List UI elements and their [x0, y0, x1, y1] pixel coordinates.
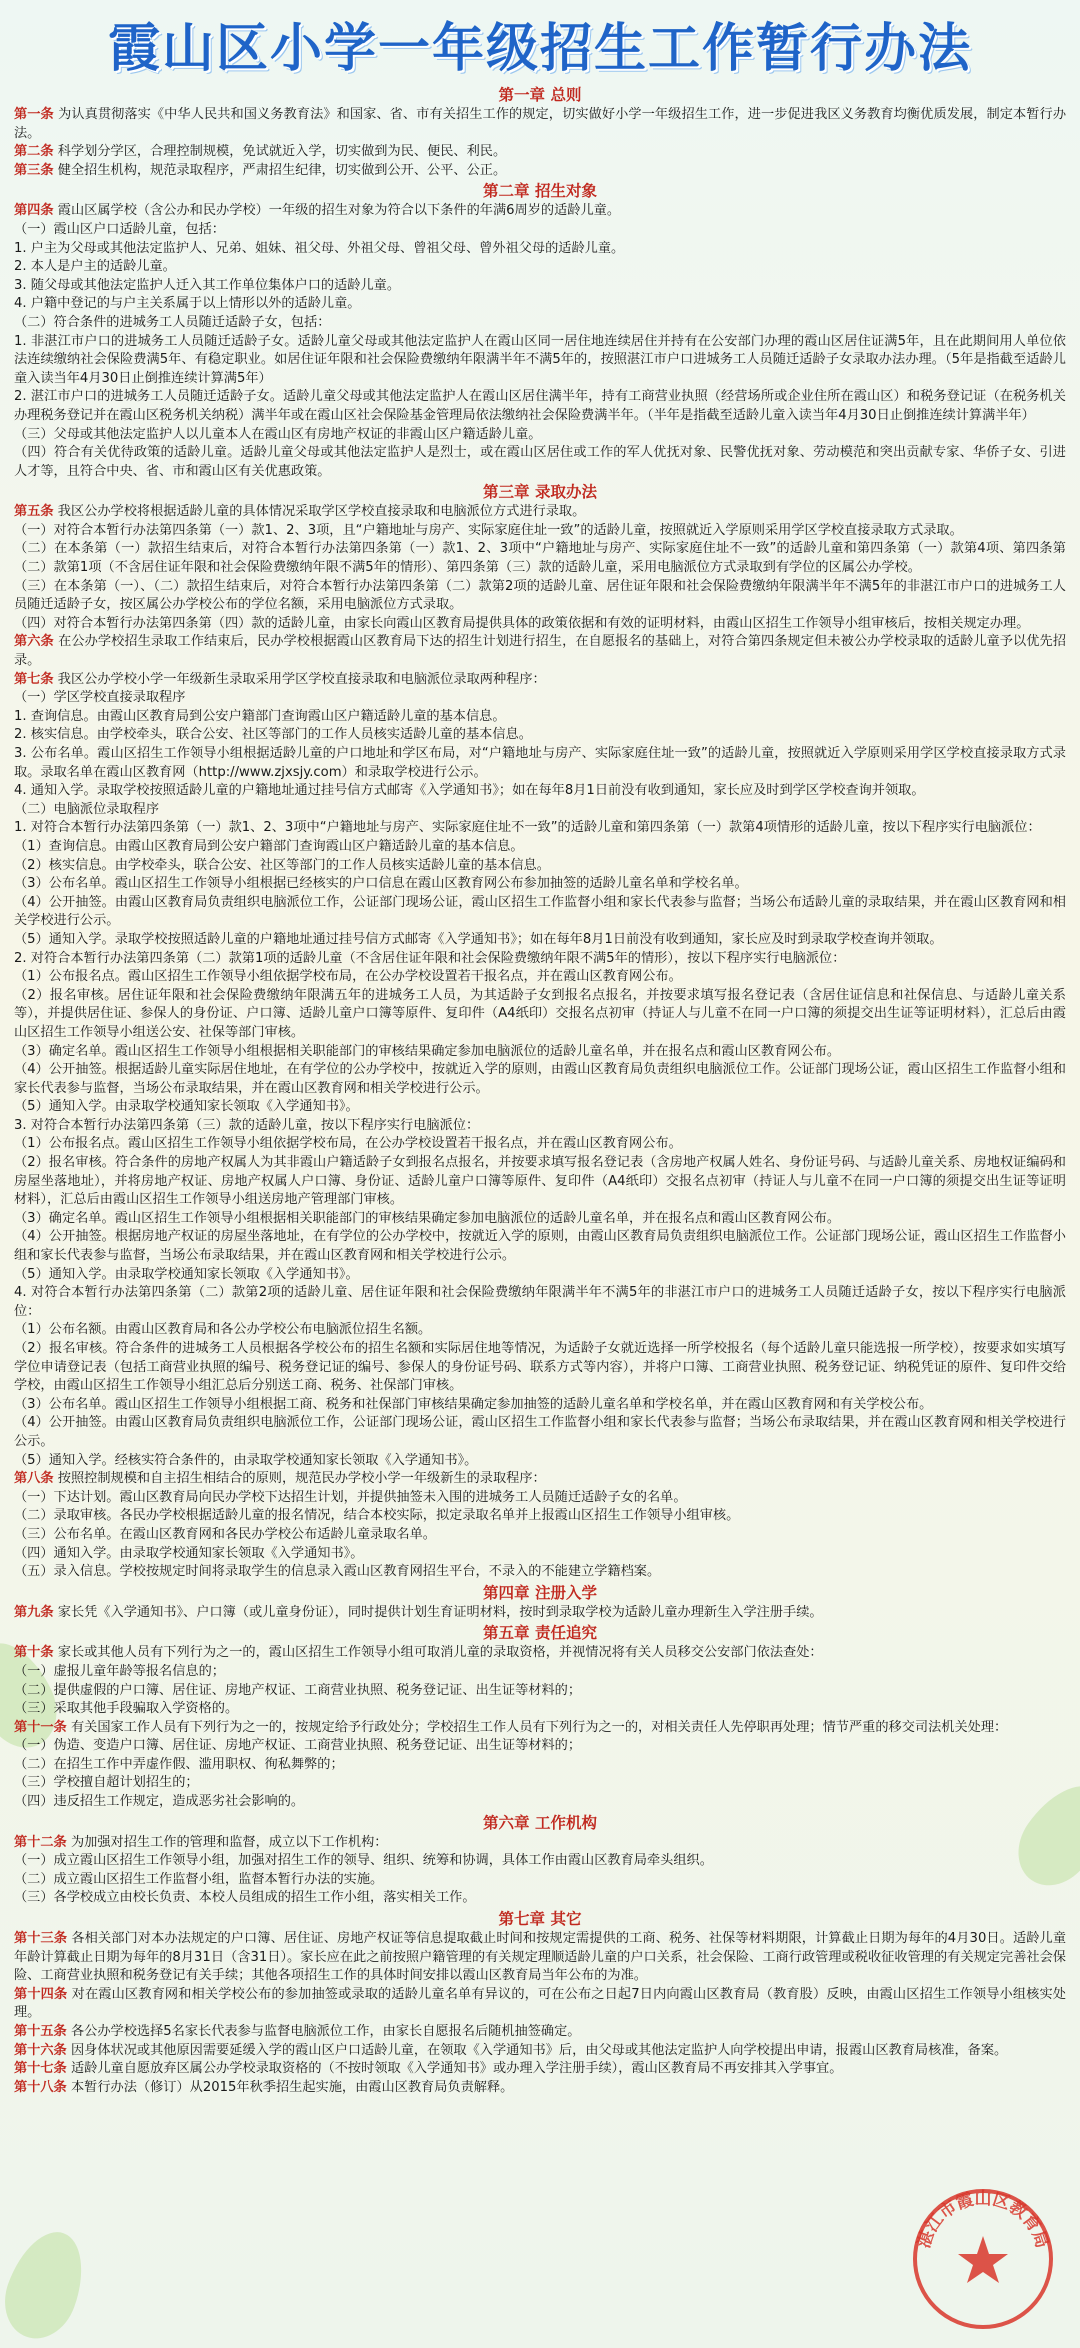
article-paragraph	[14, 1930, 1066, 1986]
article-paragraph	[14, 503, 1066, 522]
paragraph-text: （三）在本条第（一）、（二）款招生结束后，对符合本暂行办法第四条第（二）款第2项的适龄儿童、居住证年限和社会保险费缴纳年限满半年不满5年的非湛江市户口的进城务工人员随迁适龄子女，按区属公办学校公布的学位名额，采用电脑派位方式录取。	[14, 578, 1066, 613]
paragraph-text: 适龄儿童自愿放弃区属公办学校录取资格的（不按时领取《入学通知书》或办理入学注册手续），霞山区教育局不再安排其入学事宜。	[66, 2061, 843, 2077]
document-body	[14, 85, 1066, 2097]
article-paragraph	[14, 1834, 1066, 1853]
paragraph-text: （3）确定名单。霞山区招生工作领导小组根据相关职能部门的审核结果确定参加电脑派位的适龄儿童名单，并在报名点和霞山区教育网公布。	[14, 1210, 841, 1226]
paragraph-text: （一）下达计划。霞山区教育局向民办学校下达招生计划，并提供抽签未入围的进城务工人员随迁适龄子女的名单。	[14, 1489, 687, 1505]
article-number: 第五条	[14, 504, 54, 520]
paragraph-text: 3. 随父母或其他法定监护人迁入其工作单位集体户口的适龄儿童。	[14, 277, 401, 293]
article-paragraph	[14, 633, 1066, 670]
article-paragraph	[14, 1986, 1066, 2023]
paragraph-text: （4）公开抽签。由霞山区教育局负责组织电脑派位工作，公证部门现场公证，霞山区招生工作监督小组和家长代表参与监督；当场公布适龄儿童的录取结果，并在霞山区教育网和相关学校进行公示。	[14, 894, 1066, 929]
paragraph-text: 霞山区属学校（含公办和民办学校）一年级的招生对象为符合以下条件的年满6周岁的适龄儿童。	[53, 203, 621, 219]
paragraph-text: （一）虚报儿童年龄等报名信息的；	[14, 1663, 225, 1679]
clause-paragraph	[14, 838, 1066, 857]
article-paragraph	[14, 1470, 1066, 1489]
article-number: 第六条	[14, 634, 54, 650]
clause-paragraph	[14, 1682, 1066, 1701]
paragraph-text: 1. 户主为父母或其他法定监护人、兄弟、姐妹、祖父母、外祖父母、曾祖父母、曾外祖父母的适龄儿童。	[14, 240, 625, 256]
paragraph-text: 我区公办学校将根据适龄儿童的具体情况采取学区学校直接录取和电脑派位方式进行录取。	[53, 504, 586, 520]
paragraph-text: （四）通知入学。由录取学校通知家长领取《入学通知书》。	[14, 1545, 364, 1561]
clause-paragraph	[14, 1774, 1066, 1793]
clause-paragraph	[14, 1507, 1066, 1526]
paragraph-text: （1）公布名额。由霞山区教育局和各公办学校公布电脑派位招生名额。	[14, 1322, 432, 1338]
paragraph-text: 家长或其他人员有下列行为之一的，霞山区招生工作领导小组可取消儿童的录取资格，并视情况将有关人员移交公安部门依法查处：	[53, 1645, 823, 1661]
paragraph-text: （3）公布名单。霞山区招生工作领导小组根据工商、税务和社保部门审核结果确定参加抽签的适龄儿童名单和学校名单，并在霞山区教育网和有关学校公布。	[14, 1396, 933, 1412]
chapter-heading: 第一章 总则	[498, 86, 582, 104]
paragraph-text: 因身体状况或其他原因需要延缓入学的霞山区户口适龄儿童，在领取《入学通知书》后，由父母或其他法定监护人向学校提出申请，报霞山区教育局核准，备案。	[66, 2042, 1008, 2058]
paragraph-text: （四）对符合本暂行办法第四条第（四）款的适龄儿童，由家长向霞山区教育局提供具体的政策依据和有效的证明材料，由霞山区招生工作领导小组审核后，按相关规定办理。	[14, 615, 1030, 631]
paragraph-text: 在公办学校招生录取工作结束后，民办学校根据霞山区教育局下达的招生计划进行招生，在自愿报名的基础上，对符合第四条规定但未被公办学校录取的适龄儿童予以优先招录。	[14, 634, 1067, 669]
official-seal	[908, 2184, 1058, 2334]
clause-paragraph	[14, 950, 1066, 969]
clause-paragraph	[14, 1266, 1066, 1285]
paragraph-text: 4. 户籍中登记的与户主关系属于以上情形以外的适龄儿童。	[14, 296, 361, 312]
paragraph-text: （1）公布报名点。霞山区招生工作领导小组依据学校布局，在公办学校设置若干报名点，并在霞山区教育网公布。	[14, 969, 682, 985]
paragraph-text: （1）公布报名点。霞山区招生工作领导小组依据学校布局，在公办学校设置若干报名点，并在霞山区教育网公布。	[14, 1136, 682, 1152]
article-number: 第一条	[14, 107, 54, 122]
article-paragraph	[14, 1604, 1066, 1623]
paragraph-text: 2. 湛江市户口的进城务工人员随迁适龄子女。适龄儿童父母或其他法定监护人在霞山区居住满半年，持有工商营业执照（经营场所或企业住所在霞山区）和税务登记证（在税务机关办理税务登记并在霞山区税务机关纳税）满半年或在霞山区社会保险基金管理局依法缴纳社会保险费满半年。（半年是指截至适龄儿童入读当年4月30日止倒推连续计算满半年）	[14, 389, 1066, 423]
paragraph-text: （4）公开抽签。根据适龄儿童实际居住地址，在有学位的公办学校中，按就近入学的原则，由霞山区教育局负责组织电脑派位工作。公证部门现场公证，霞山区招生工作监督小组和家长代表参与监督，当场公布录取结果，并在霞山区教育网和相关学校进行公示。	[14, 1062, 1066, 1096]
paragraph-text: （一）对符合本暂行办法第四条第（一）款1、2、3项，且“户籍地址与房产、实际家庭住址一致”的适龄儿童，按照就近入学原则采用学区学校直接录取方式录取。	[14, 522, 963, 538]
paragraph-text: 家长凭《入学通知书》、户口簿（或儿童身份证），同时提供计划生育证明材料，按时到录取学校为适龄儿童办理新生入学注册手续。	[53, 1604, 823, 1620]
paragraph-text: （3）确定名单。霞山区招生工作领导小组根据相关职能部门的审核结果确定参加电脑派位的适龄儿童名单，并在报名点和霞山区教育网公布。	[14, 1043, 841, 1059]
paragraph-text: （2）报名审核。居住证年限和社会保险费缴纳年限满五年的进城务工人员，为其适龄子女到报名点报名，并按要求填写报名登记表（含居住证信息和社保信息、与适龄儿童关系等），并提供居住证、参保人的身份证、户口簿、适龄儿童户口簿等原件、复印件（A4纸印）交报名点初审（持证人与儿童不在同一户口簿的须提交出生证等证明材料），汇总后由霞山区招生工作领导小组送公安、社保等部门审核。	[14, 987, 1066, 1040]
paragraph-text: （三）公布名单。在霞山区教育网和各民办学校公布适龄儿童录取名单。	[14, 1526, 436, 1542]
article-number: 第三条	[14, 162, 54, 178]
paragraph-text: 为认真贯彻落实《中华人民共和国义务教育法》和国家、省、市有关招生工作的规定，切实做好小学一年级招生工作，进一步促进我区义务教育均衡优质发展，制定本暂行办法。	[14, 107, 1067, 141]
clause-paragraph	[14, 987, 1066, 1043]
article-number: 第十三条	[14, 1931, 68, 1947]
clause-paragraph	[14, 221, 1066, 240]
article-number: 第十四条	[14, 1986, 68, 2002]
paragraph-text: （三）父母或其他法定监护人以儿童本人在霞山区有房地产权证的非霞山区户籍适龄儿童。	[14, 426, 542, 442]
clause-paragraph	[14, 1043, 1066, 1062]
clause-paragraph	[14, 819, 1066, 838]
clause-paragraph	[14, 1793, 1066, 1812]
clause-paragraph	[14, 1098, 1066, 1117]
paragraph-text: 各公办学校选择5名家长代表参与监督电脑派位工作，由家长自愿报名后随机抽签确定。	[66, 2024, 581, 2039]
clause-paragraph	[14, 745, 1066, 782]
clause-paragraph	[14, 875, 1066, 894]
paragraph-text: 1. 非湛江市户口的进城务工人员随迁适龄子女。适龄儿童父母或其他法定监护人在霞山区同一居住地连续居住并持有在公安部门办理的霞山区居住证满5年，且在此期间用人单位依法连续缴纳社会保险费满5年、有稳定职业。如居住证年限和社会保险费缴纳年限满半年不满5年的，按照湛江市户口进城务工人员随迁适龄子女录取办法办理。（5年是指截至适龄儿童入读当年4月30日止倒推连续计算满5年）	[14, 333, 1066, 386]
paragraph-text: （2）核实信息。由学校牵头，联合公安、社区等部门的工作人员核实适龄儿童的基本信息。	[14, 857, 550, 873]
article-number: 第十五条	[14, 2024, 67, 2039]
paragraph-text: 4. 对符合本暂行办法第四条第（二）款第2项的适龄儿童、居住证年限和社会保险费缴纳年限满半年不满5年的非湛江市户口的进城务工人员随迁适龄子女，按以下程序实行电脑派位：	[14, 1285, 1066, 1319]
article-paragraph	[14, 106, 1066, 143]
clause-paragraph	[14, 1663, 1066, 1682]
clause-paragraph	[14, 1228, 1066, 1265]
clause-paragraph	[14, 1756, 1066, 1775]
clause-paragraph	[14, 426, 1066, 445]
paragraph-text: 3. 公布名单。霞山区招生工作领导小组根据适龄儿童的户口地址和学区布局，对“户籍地址与房产、实际家庭住址一致”的适龄儿童，按照就近入学原则采用学区学校直接录取方式录取。录取名单在霞山区教育网（http://www.zjxsjy.com）和录取学校进行公示。	[14, 746, 1066, 780]
paragraph-text: （3）公布名单。霞山区招生工作领导小组根据已经核实的户口信息在霞山区教育网公布参加抽签的适龄儿童名单和学校名单。	[14, 876, 748, 892]
document-title: 霞山区小学一年级招生工作暂行办法	[107, 19, 972, 79]
article-number: 第九条	[14, 1604, 54, 1620]
article-paragraph	[14, 2060, 1066, 2079]
paragraph-text: （四）违反招生工作规定，造成恶劣社会影响的。	[14, 1794, 305, 1810]
paragraph-text: （三）采取其他手段骗取入学资格的。	[14, 1701, 239, 1717]
paragraph-text: （一）霞山区户口适龄儿童，包括：	[14, 221, 225, 237]
article-paragraph	[14, 143, 1066, 162]
article-paragraph	[14, 2042, 1066, 2061]
article-number: 第十二条	[14, 1834, 67, 1850]
paragraph-text: 各相关部门对本办法规定的户口簿、居住证、房地产权证等信息提取截止时间和按规定需提供的工商、税务、社保等材料期限，计算截止日期为每年的4月30日。适龄儿童年龄计算截止日期为每年的8月31日（含31日）。家长应在此之前按照户籍管理的有关规定理顺适龄儿童的户口关系，社会保险、工商行政管理或税收征收管理的有关规定完善社会保险、工商营业执照和税务登记有关手续；其他各项招生工作的具体时间安排以霞山区教育局当年公布的为准。	[14, 1931, 1067, 1984]
clause-paragraph	[14, 726, 1066, 745]
article-number: 第二条	[14, 144, 54, 160]
paragraph-text: （2）报名审核。符合条件的房地产权属人为其非霞山户籍适龄子女到报名点报名，并按要求填写报名登记表（含房地产权属人姓名、身份证号码、与适龄儿童关系、房地权证编码和房屋坐落地址），并将房地产权证、房地产权属人户口簿、身份证、适龄儿童户口簿等原件、复印件（A4纸印）交报名点初审（持证人与儿童不在同一户口簿的须提交出生证等证明材料），汇总后由霞山区招生工作领导小组送房地产管理部门审核。	[14, 1155, 1066, 1208]
clause-paragraph	[14, 1452, 1066, 1471]
paragraph-text: （二）在本条第（一）款招生结束后，对符合本暂行办法第四条第（一）款1、2、3项中“户籍地址与房产、实际家庭住址不一致”的适龄儿童和第四条第（一）款第4项、第四条第（二）款第1项（不含居住证年限和社会保险费缴纳年限不满5年的情形）、第四条第（三）款的适龄儿童，采用电脑派位方式录取到有学位的区属公办学校。	[14, 541, 1066, 576]
paragraph-text: （三）学校擅自超计划招生的；	[14, 1775, 199, 1791]
paragraph-text: （二）电脑派位录取程序	[14, 801, 160, 817]
clause-paragraph	[14, 388, 1066, 425]
clause-paragraph	[14, 1414, 1066, 1451]
clause-paragraph	[14, 295, 1066, 314]
article-paragraph	[14, 2023, 1066, 2042]
paragraph-text: （二）成立霞山区招生工作监督小组，监督本暂行办法的实施。	[14, 1871, 384, 1887]
paragraph-text: （四）符合有关优待政策的适龄儿童。适龄儿童父母或其他法定监护人是烈士，或在霞山区居住或工作的军人优抚对象、民警优抚对象、劳动模范和突出贡献专家、华侨子女、引进人才等，且符合中央、省、市和霞山区有关优惠政策。	[14, 445, 1066, 479]
paragraph-text: 2. 对符合本暂行办法第四条第（二）款第1项的适龄儿童（不含居住证年限和社会保险费缴纳年限不满5年的情形），按以下程序实行电脑派位：	[14, 950, 846, 966]
article-number: 第十六条	[14, 2042, 67, 2058]
article-paragraph	[14, 671, 1066, 690]
paragraph-text: 4. 通知入学。录取学校按照适龄儿童的户籍地址通过挂号信方式邮寄《入学通知书》；如在每年8月1日前没有收到通知，家长应及时到学区学校查询并领取。	[14, 783, 925, 799]
paragraph-text: 我区公办学校小学一年级新生录取采用学区学校直接录取和电脑派位录取两种程序：	[53, 671, 546, 687]
paragraph-text: 本暂行办法（修订）从2015年秋季招生起实施，由霞山区教育局负责解释。	[66, 2079, 514, 2095]
clause-paragraph	[14, 1135, 1066, 1154]
clause-paragraph	[14, 1489, 1066, 1508]
paragraph-text: （4）公开抽签。根据房地产权证的房屋坐落地址，在有学位的公办学校中，按就近入学的原则，由霞山区教育局负责组织电脑派位工作。公证部门现场公证，霞山区招生工作监督小组和家长代表参与监督，当场公布录取结果，并在霞山区教育网和相关学校进行公示。	[14, 1229, 1066, 1264]
clause-paragraph	[14, 968, 1066, 987]
article-paragraph	[14, 202, 1066, 221]
article-number: 第十一条	[14, 1719, 67, 1735]
chapter-heading: 第六章 工作机构	[483, 1813, 597, 1832]
clause-paragraph	[14, 444, 1066, 481]
clause-paragraph	[14, 1210, 1066, 1229]
clause-paragraph	[14, 857, 1066, 876]
paragraph-text: （5）通知入学。经核实符合条件的，由录取学校通知家长领取《入学通知书》。	[14, 1452, 478, 1468]
clause-paragraph	[14, 1061, 1066, 1098]
clause-paragraph	[14, 1737, 1066, 1756]
paragraph-text: （二）录取审核。各民办学校根据适龄儿童的报名情况，结合本校实际，拟定录取名单并上报霞山区招生工作领导小组审核。	[14, 1508, 740, 1524]
clause-paragraph	[14, 1871, 1066, 1890]
seal-text: 湛江市霞山区教育局	[914, 2188, 1052, 2251]
paragraph-text: （2）报名审核。符合条件的进城务工人员根据各学校公布的招生名额和实际居住地等情况，为适龄子女就近选择一所学校报名（每个适龄儿童只能选报一所学校），按要求如实填写学位申请登记表（包括工商营业执照的编号、税务登记证的编号、参保人的身份证号码、联系方式等内容），并将户口簿、工商营业执照、税务登记证、纳税凭证的原件、复印件交给学校，由霞山区招生工作领导小组汇总后分别送工商、税务、社保部门审核。	[14, 1341, 1066, 1394]
chapter-heading: 第二章 招生对象	[483, 182, 597, 201]
clause-paragraph	[14, 894, 1066, 931]
clause-paragraph	[14, 1154, 1066, 1210]
paragraph-text: （二）在招生工作中弄虚作假、滥用职权、徇私舞弊的；	[14, 1756, 344, 1772]
article-number: 第四条	[14, 203, 54, 219]
paragraph-text: （一）成立霞山区招生工作领导小组，加强对招生工作的领导、组织、统筹和协调，具体工作由霞山区教育局牵头组织。	[14, 1853, 713, 1869]
paragraph-text: 为加强对招生工作的管理和监督，成立以下工作机构：	[66, 1834, 388, 1850]
clause-paragraph	[14, 1700, 1066, 1719]
clause-paragraph	[14, 1563, 1066, 1582]
clause-paragraph	[14, 1321, 1066, 1340]
clause-paragraph	[14, 801, 1066, 820]
paragraph-text: （二）符合条件的进城务工人员随迁适龄子女，包括：	[14, 314, 331, 330]
paragraph-text: 按照控制规模和自主招生相结合的原则，规范民办学校小学一年级新生的录取程序：	[53, 1471, 546, 1487]
article-paragraph	[14, 162, 1066, 181]
paragraph-text: 2. 核实信息。由学校牵头，联合公安、社区等部门的工作人员核实适龄儿童的基本信息。	[14, 727, 532, 743]
clause-paragraph	[14, 1889, 1066, 1908]
article-paragraph	[14, 1719, 1066, 1738]
clause-paragraph	[14, 1284, 1066, 1321]
decorative-leaf	[0, 2221, 97, 2348]
paragraph-text: 2. 本人是户主的适龄儿童。	[14, 259, 176, 275]
clause-paragraph	[14, 240, 1066, 259]
article-number: 第八条	[14, 1471, 54, 1487]
paragraph-text: 对在霞山区教育网和相关学校公布的参加抽签或录取的适龄儿童名单有异议的，可在公布之日起7日内向霞山区教育局（教育股）反映，由霞山区招生工作领导小组核实处理。	[14, 1986, 1066, 2021]
chapter-heading: 第四章 注册入学	[483, 1583, 597, 1602]
clause-paragraph	[14, 1117, 1066, 1136]
paragraph-text: 科学划分学区，合理控制规模，免试就近入学，切实做到为民、便民、利民。	[53, 144, 507, 160]
paragraph-text: （5）通知入学。录取学校按照适龄儿童的户籍地址通过挂号信方式邮寄《入学通知书》；如在每年8月1日前没有收到通知，家长应及时到录取学校查询并领取。	[14, 931, 943, 947]
article-paragraph	[14, 2079, 1066, 2098]
clause-paragraph	[14, 1545, 1066, 1564]
clause-paragraph	[14, 931, 1066, 950]
clause-paragraph	[14, 1526, 1066, 1545]
paragraph-text: （5）通知入学。由录取学校通知家长领取《入学通知书》。	[14, 1266, 359, 1282]
clause-paragraph	[14, 1852, 1066, 1871]
paragraph-text: 1. 查询信息。由霞山区教育局到公安户籍部门查询霞山区户籍适龄儿童的基本信息。	[14, 708, 506, 724]
paragraph-text: 健全招生机构，规范录取程序，严肃招生纪律，切实做到公开、公平、公正。	[53, 162, 507, 178]
paragraph-text: （五）录入信息。学校按规定时间将录取学生的信息录入霞山区教育网招生平台，不录入的不能建立学籍档案。	[14, 1564, 661, 1580]
paragraph-text: （1）查询信息。由霞山区教育局到公安户籍部门查询霞山区户籍适龄儿童的基本信息。	[14, 838, 524, 854]
paragraph-text: 3. 对符合本暂行办法第四条第（三）款的适龄儿童，按以下程序实行电脑派位：	[14, 1117, 480, 1133]
paragraph-text: （二）提供虚假的户口簿、居住证、房地产权证、工商营业执照、税务登记证、出生证等材料的；	[14, 1682, 582, 1698]
article-number: 第十七条	[14, 2061, 67, 2077]
chapter-heading: 第七章 其它	[498, 1910, 582, 1929]
paragraph-text: （一）学区学校直接录取程序	[14, 690, 186, 706]
clause-paragraph	[14, 782, 1066, 801]
paragraph-text: （4）公开抽签。由霞山区教育局负责组织电脑派位工作，公证部门现场公证，霞山区招生工作监督小组和家长代表参与监督；当场公布录取结果，并在霞山区教育网和相关学校进行公示。	[14, 1415, 1066, 1449]
clause-paragraph	[14, 277, 1066, 296]
article-paragraph	[14, 1644, 1066, 1663]
clause-paragraph	[14, 615, 1066, 634]
clause-paragraph	[14, 1396, 1066, 1415]
article-number: 第七条	[14, 671, 54, 687]
paragraph-text: （5）通知入学。由录取学校通知家长领取《入学通知书》。	[14, 1099, 359, 1115]
clause-paragraph	[14, 522, 1066, 541]
clause-paragraph	[14, 708, 1066, 727]
clause-paragraph	[14, 258, 1066, 277]
chapter-heading: 第五章 责任追究	[483, 1624, 597, 1643]
paragraph-text: 有关国家工作人员有下列行为之一的，按规定给予行政处分；学校招生工作人员有下列行为之一的，对相关责任人先停职再处理；情节严重的移交司法机关处理：	[66, 1719, 1008, 1735]
paragraph-text: （三）各学校成立由校长负责、本校人员组成的招生工作小组，落实相关工作。	[14, 1890, 476, 1906]
chapter-heading: 第三章 录取办法	[483, 483, 597, 502]
article-number: 第十条	[14, 1645, 54, 1661]
clause-paragraph	[14, 333, 1066, 389]
clause-paragraph	[14, 1340, 1066, 1396]
clause-paragraph	[14, 540, 1066, 577]
clause-paragraph	[14, 578, 1066, 615]
paragraph-text: （一）伪造、变造户口簿、居住证、房地产权证、工商营业执照、税务登记证、出生证等材料的；	[14, 1738, 582, 1754]
clause-paragraph	[14, 689, 1066, 708]
clause-paragraph	[14, 314, 1066, 333]
article-number: 第十八条	[14, 2079, 67, 2095]
paragraph-text: 1. 对符合本暂行办法第四条第（一）款1、2、3项中“户籍地址与房产、实际家庭住址不一致”的适龄儿童和第四条第（一）款第4项情形的适龄儿童，按以下程序实行电脑派位：	[14, 820, 1041, 836]
